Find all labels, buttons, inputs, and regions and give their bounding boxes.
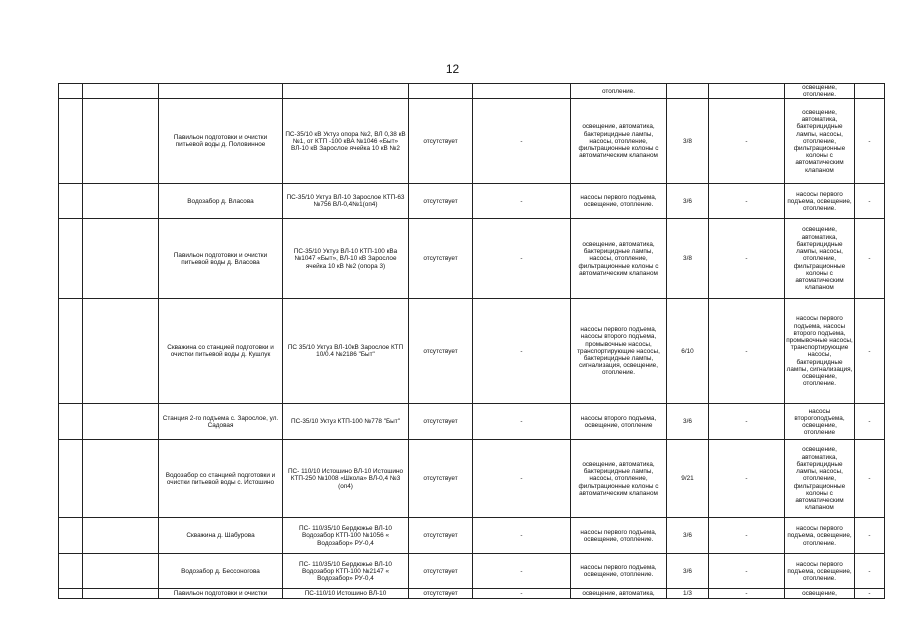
empty-group-cell bbox=[83, 299, 159, 404]
power-source-cell: ПС-35/10 Уктуз ВЛ-10 Зарослое КТП-63 №756 ВЛ-0,4№1(оп4) bbox=[283, 184, 409, 219]
consumers-cell: освещение, автоматика, бактерицидные лампы, насосы, отопление, фильтрационные колоны с автоматическим клапаном bbox=[571, 99, 667, 184]
dash-cell: - bbox=[473, 219, 571, 299]
dash-cell bbox=[709, 84, 785, 99]
empty-index-cell bbox=[59, 219, 83, 299]
count-cell: 6/10 bbox=[667, 299, 709, 404]
table-row bbox=[59, 84, 885, 99]
power-source-cell: ПС-35/10 кВ Уктуз опора №2, ВЛ 0,38 кВ №1, от КТП -100 кВА №1046 «Быт» ВЛ-10 кВ Зарослое ячейка 10 кВ №2 bbox=[283, 99, 409, 184]
consumers-alt-cell: освещение, автоматика, бактерицидные лампы, насосы, отопление, фильтрационные колоны с автоматическим клапаном bbox=[785, 219, 855, 299]
table-row bbox=[59, 99, 885, 184]
object-name-cell: Водозабор д. Бессоногова bbox=[159, 554, 283, 589]
empty-index-cell bbox=[59, 554, 83, 589]
power-source-cell bbox=[283, 84, 409, 99]
dash-cell: - bbox=[855, 518, 885, 554]
power-source-cell: ПС-35/10 Уктуз ВЛ-10 КТП-100 кВа №1047 «Быт», ВЛ-10 кВ Зарослое ячейка 10 кВ №2 (опора 3) bbox=[283, 219, 409, 299]
empty-group-cell bbox=[83, 404, 159, 440]
consumers-alt-cell: насосы первого подъема, освещение, отопление. bbox=[785, 184, 855, 219]
consumers-alt-cell: освещение, автоматика, бактерицидные лампы, насосы, отопление, фильтрационные колоны с автоматическим клапаном bbox=[785, 440, 855, 518]
object-name-cell: Водозабор со станцией подготовки и очистки питьевой воды с. Истошино bbox=[159, 440, 283, 518]
empty-index-cell bbox=[59, 84, 83, 99]
power-source-cell: ПС 35/10 Уктуз ВЛ-10кВ Зарослое КТП 10/0.4 №2186 "Быт" bbox=[283, 299, 409, 404]
table-row bbox=[59, 518, 885, 554]
empty-index-cell bbox=[59, 589, 83, 599]
count-cell: 3/6 bbox=[667, 184, 709, 219]
dash-cell: - bbox=[473, 440, 571, 518]
dash-cell: - bbox=[473, 404, 571, 440]
dash-cell: - bbox=[855, 99, 885, 184]
consumers-alt-cell: насосы первого подъема, освещение, отопление. bbox=[785, 518, 855, 554]
count-cell: 1/3 bbox=[667, 589, 709, 599]
empty-index-cell bbox=[59, 440, 83, 518]
count-cell: 3/6 bbox=[667, 404, 709, 440]
count-cell: 3/8 bbox=[667, 219, 709, 299]
object-name-cell: Павильон подготовки и очистки bbox=[159, 589, 283, 599]
object-name-cell: Скважина со станцией подготовки и очистки питьевой воды д. Кушлук bbox=[159, 299, 283, 404]
dash-cell: - bbox=[855, 219, 885, 299]
power-source-cell: ПС- 110/10 Истошино ВЛ-10 Истошино КТП-250 №1008 «Школа» ВЛ-0,4 №3 (оп4) bbox=[283, 440, 409, 518]
dash-cell: - bbox=[473, 299, 571, 404]
count-cell bbox=[667, 84, 709, 99]
consumers-alt-cell: насосы первого подъема, освещение, отопление. bbox=[785, 554, 855, 589]
count-cell: 3/6 bbox=[667, 518, 709, 554]
dash-cell: - bbox=[473, 99, 571, 184]
empty-index-cell bbox=[59, 184, 83, 219]
dash-cell bbox=[855, 84, 885, 99]
table-row bbox=[59, 589, 885, 599]
reserve-source-cell bbox=[409, 84, 473, 99]
reserve-source-cell: отсутствует bbox=[409, 299, 473, 404]
table-row bbox=[59, 404, 885, 440]
dash-cell bbox=[473, 84, 571, 99]
empty-group-cell bbox=[83, 589, 159, 599]
count-cell: 3/6 bbox=[667, 554, 709, 589]
table-row bbox=[59, 219, 885, 299]
object-name-cell bbox=[159, 84, 283, 99]
power-source-cell: ПС- 110/35/10 Бердюжье ВЛ-10 Водозабор КТП-100 №2147 « Водозабор» РУ-0,4 bbox=[283, 554, 409, 589]
consumers-alt-cell: освещение, bbox=[785, 589, 855, 599]
table-row bbox=[59, 554, 885, 589]
count-cell: 3/8 bbox=[667, 99, 709, 184]
reserve-source-cell: отсутствует bbox=[409, 518, 473, 554]
dash-cell: - bbox=[709, 589, 785, 599]
dash-cell: - bbox=[855, 589, 885, 599]
reserve-source-cell: отсутствует bbox=[409, 404, 473, 440]
empty-group-cell bbox=[83, 518, 159, 554]
object-name-cell: Водозабор д. Власова bbox=[159, 184, 283, 219]
dash-cell: - bbox=[855, 299, 885, 404]
dash-cell: - bbox=[473, 184, 571, 219]
object-name-cell: Павильон подготовки и очистки питьевой воды д. Половинное bbox=[159, 99, 283, 184]
reserve-source-cell: отсутствует bbox=[409, 440, 473, 518]
consumers-cell: отопление. bbox=[571, 84, 667, 99]
dash-cell: - bbox=[855, 554, 885, 589]
consumers-cell: освещение, автоматика, бактерицидные лампы, насосы, отопление, фильтрационные колоны с автоматическим клапаном bbox=[571, 440, 667, 518]
dash-cell: - bbox=[709, 518, 785, 554]
consumers-alt-cell: насосы второгоподъема, освещение, отопление bbox=[785, 404, 855, 440]
dash-cell: - bbox=[709, 404, 785, 440]
reserve-source-cell: отсутствует bbox=[409, 589, 473, 599]
consumers-alt-cell: насосы первого подъема, насосы второго подъема, промывочные насосы, транспортирующие насосы, бактерицидные лампы, сигнализация, освещение, отопление. bbox=[785, 299, 855, 404]
reserve-source-cell: отсутствует bbox=[409, 219, 473, 299]
power-source-cell: ПС- 110/35/10 Бердюжье ВЛ-10 Водозабор КТП-100 №1056 « Водозабор» РУ-0,4 bbox=[283, 518, 409, 554]
dash-cell: - bbox=[709, 554, 785, 589]
empty-group-cell bbox=[83, 184, 159, 219]
consumers-cell: насосы первого подъема, насосы второго подъема, промывочные насосы, транспортирующие насосы, бактерицидные лампы, сигнализация, освещение, отопление. bbox=[571, 299, 667, 404]
consumers-alt-cell: освещение, отопление. bbox=[785, 84, 855, 99]
dash-cell: - bbox=[473, 554, 571, 589]
count-cell: 9/21 bbox=[667, 440, 709, 518]
object-name-cell: Скважина д. Шабурова bbox=[159, 518, 283, 554]
consumers-alt-cell: освещение, автоматика, бактерицидные лампы, насосы, отопление, фильтрационные колоны с автоматическим клапаном bbox=[785, 99, 855, 184]
dash-cell: - bbox=[855, 184, 885, 219]
dash-cell: - bbox=[709, 184, 785, 219]
consumers-cell: насосы первого подъема, освещение, отопление. bbox=[571, 184, 667, 219]
page-number: 12 bbox=[445, 62, 460, 76]
power-source-cell: ПС-110/10 Истошино ВЛ-10 bbox=[283, 589, 409, 599]
consumers-cell: освещение, автоматика, bbox=[571, 589, 667, 599]
dash-cell: - bbox=[709, 99, 785, 184]
consumers-cell: насосы первого подъема, освещение, отопление. bbox=[571, 554, 667, 589]
empty-group-cell bbox=[83, 99, 159, 184]
table-row bbox=[59, 440, 885, 518]
dash-cell: - bbox=[709, 440, 785, 518]
consumers-cell: насосы первого подъема, освещение, отопление. bbox=[571, 518, 667, 554]
consumers-cell: освещение, автоматика, бактерицидные лампы, насосы, отопление, фильтрационные колоны с автоматическим клапаном bbox=[571, 219, 667, 299]
power-supply-table bbox=[58, 83, 885, 599]
empty-index-cell bbox=[59, 99, 83, 184]
dash-cell: - bbox=[709, 299, 785, 404]
power-source-cell: ПС-35/10 Уктуз КТП-100 №778 "Быт" bbox=[283, 404, 409, 440]
empty-group-cell bbox=[83, 440, 159, 518]
empty-index-cell bbox=[59, 518, 83, 554]
reserve-source-cell: отсутствует bbox=[409, 554, 473, 589]
dash-cell: - bbox=[855, 440, 885, 518]
empty-group-cell bbox=[83, 554, 159, 589]
reserve-source-cell: отсутствует bbox=[409, 184, 473, 219]
empty-index-cell bbox=[59, 404, 83, 440]
reserve-source-cell: отсутствует bbox=[409, 99, 473, 184]
empty-index-cell bbox=[59, 299, 83, 404]
dash-cell: - bbox=[855, 404, 885, 440]
table-row bbox=[59, 184, 885, 219]
table-row bbox=[59, 299, 885, 404]
empty-group-cell bbox=[83, 84, 159, 99]
consumers-cell: насосы второго подъема, освещение, отопление bbox=[571, 404, 667, 440]
dash-cell: - bbox=[709, 219, 785, 299]
dash-cell: - bbox=[473, 589, 571, 599]
empty-group-cell bbox=[83, 219, 159, 299]
object-name-cell: Павильон подготовки и очистки питьевой воды д. Власова bbox=[159, 219, 283, 299]
dash-cell: - bbox=[473, 518, 571, 554]
object-name-cell: Станция 2-го подъема с. Зарослое, ул. Садовая bbox=[159, 404, 283, 440]
